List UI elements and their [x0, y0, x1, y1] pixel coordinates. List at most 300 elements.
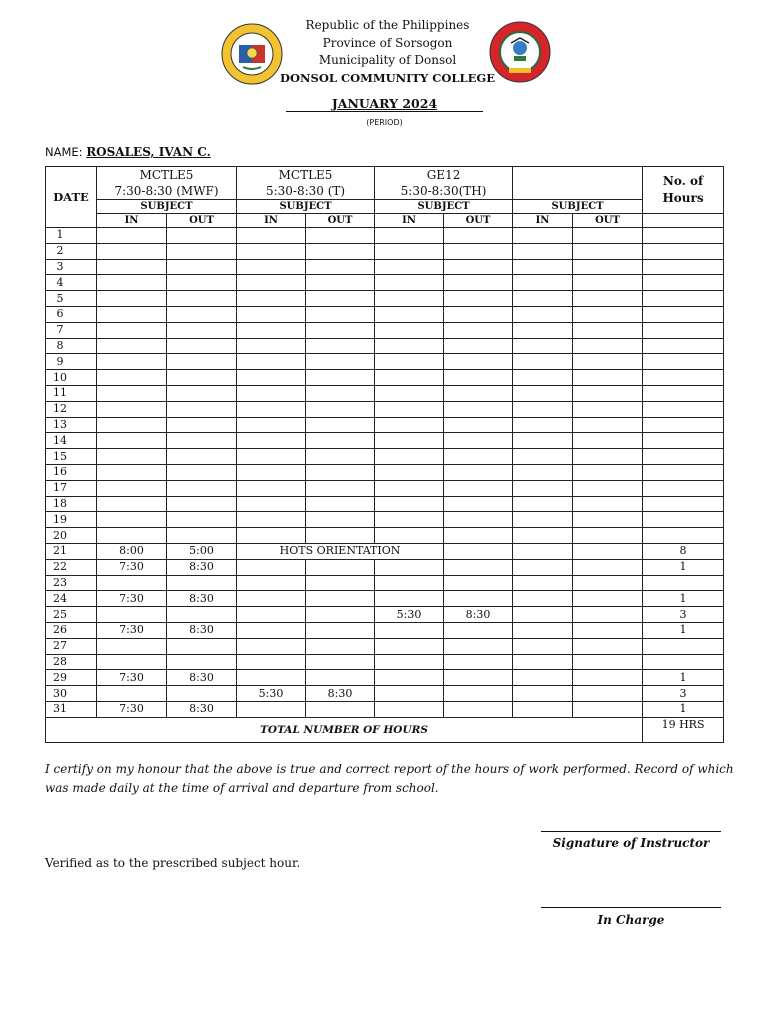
date-cell: 1 [46, 228, 97, 244]
subject-3-in-cell [375, 528, 444, 544]
subject-1-in-cell [97, 449, 167, 465]
subject-4-in-cell [513, 622, 573, 638]
subject-3-in-cell [375, 575, 444, 591]
subject-3-in-cell [375, 243, 444, 259]
hours-cell [643, 512, 724, 528]
table-row [46, 686, 724, 702]
subject-2-out-cell [306, 701, 375, 717]
subject-4-in-cell [513, 259, 573, 275]
subject-4-in-cell [513, 543, 573, 559]
subject-4-in-cell [513, 654, 573, 670]
table-row [46, 496, 724, 512]
total-value: 19 HRS [643, 717, 724, 742]
hours-cell: 1 [643, 559, 724, 575]
subject-3-out-cell [444, 701, 513, 717]
subject-3-in-cell [375, 306, 444, 322]
hours-cell [643, 370, 724, 386]
subject-4-in-cell [513, 291, 573, 307]
date-header: DATE [46, 167, 97, 228]
table-row [46, 670, 724, 686]
hours-cell [643, 354, 724, 370]
subject-4-out-cell [573, 291, 643, 307]
subject-4-out-cell [573, 354, 643, 370]
hours-cell [643, 306, 724, 322]
name-row [45, 145, 211, 159]
in-label: IN [513, 214, 573, 228]
subject-3-in-cell [375, 559, 444, 575]
table-row [46, 338, 724, 354]
subject-1-in-cell [97, 654, 167, 670]
subject-1-in-cell [97, 291, 167, 307]
subject-2-out-cell [306, 480, 375, 496]
date-cell: 23 [46, 575, 97, 591]
subject-1-out-cell [167, 417, 237, 433]
subject-2-code: MCTLE5 [278, 168, 333, 182]
subject-2-in-cell [237, 306, 306, 322]
subject-2-out-cell [306, 559, 375, 575]
hours-header-blank [643, 214, 724, 228]
date-cell: 18 [46, 496, 97, 512]
subject-3-out-cell [444, 385, 513, 401]
subject-2-out-cell [306, 496, 375, 512]
hours-cell [643, 480, 724, 496]
subject-4-in-cell [513, 417, 573, 433]
subject-4-out-cell [573, 275, 643, 291]
table-row [46, 417, 724, 433]
subject-4-out-cell [573, 543, 643, 559]
period-caption: (PERIOD) [366, 118, 403, 127]
subject-3-out-cell [444, 449, 513, 465]
subject-4-out-cell [573, 370, 643, 386]
subject-2-in-cell [237, 591, 306, 607]
subject-4-in-cell [513, 638, 573, 654]
subject-2-in-cell [237, 228, 306, 244]
subject-1-out-cell: 8:30 [167, 559, 237, 575]
subject-2-in-cell [237, 275, 306, 291]
subject-1-out-cell [167, 291, 237, 307]
subject-4-in-cell [513, 322, 573, 338]
subject-3-in-cell [375, 385, 444, 401]
subject-1-out-cell [167, 338, 237, 354]
subject-1-in-cell [97, 417, 167, 433]
subject-3-out-cell [444, 243, 513, 259]
subject-1-out-cell [167, 512, 237, 528]
hours-cell: 1 [643, 591, 724, 607]
subject-1-out-cell [167, 370, 237, 386]
subject-2-out-cell [306, 417, 375, 433]
date-cell: 29 [46, 670, 97, 686]
subject-1-out-cell [167, 528, 237, 544]
table-row [46, 243, 724, 259]
subject-1-in-cell [97, 638, 167, 654]
hours-cell: 1 [643, 670, 724, 686]
subject-4-in-cell [513, 591, 573, 607]
subject-4-out-cell [573, 464, 643, 480]
subject-3-in-cell [375, 259, 444, 275]
date-cell: 11 [46, 385, 97, 401]
subject-3-out-cell [444, 433, 513, 449]
subject-2-in-cell [237, 496, 306, 512]
subject-1-out-cell [167, 322, 237, 338]
date-cell: 12 [46, 401, 97, 417]
subject-3-time: 5:30-8:30(TH) [400, 184, 487, 198]
subject-3-in-cell [375, 401, 444, 417]
subject-2-in-cell [237, 243, 306, 259]
subject-4-in-cell [513, 228, 573, 244]
verified-statement: Verified as to the prescribed subject hour. [45, 856, 301, 870]
name-value: ROSALES, IVAN C. [86, 145, 211, 159]
hours-cell [643, 338, 724, 354]
in-label: IN [237, 214, 306, 228]
hours-cell [643, 575, 724, 591]
subject-4-in-cell [513, 480, 573, 496]
subject-2-out-cell [306, 433, 375, 449]
out-label: OUT [444, 214, 513, 228]
subject-1-out-cell [167, 354, 237, 370]
subject-1-code: MCTLE5 [139, 168, 194, 182]
subject-4-in-cell [513, 354, 573, 370]
subject-1-out-cell [167, 654, 237, 670]
subject-3-out-cell [444, 275, 513, 291]
subject-3-in-cell [375, 670, 444, 686]
subject-1-in-cell [97, 480, 167, 496]
subject-3-in-cell [375, 464, 444, 480]
subject-1-in-cell [97, 322, 167, 338]
hours-cell [643, 385, 724, 401]
table-row [46, 291, 724, 307]
table-row [46, 591, 724, 607]
day-rows [46, 228, 724, 718]
subject-1-out-cell [167, 401, 237, 417]
subject-4-in-cell [513, 433, 573, 449]
subject-4-in-cell [513, 496, 573, 512]
subject-3-out-cell [444, 543, 513, 559]
subject-3-out-cell [444, 528, 513, 544]
date-cell: 14 [46, 433, 97, 449]
subject-3-out-cell [444, 306, 513, 322]
subject-1-out-cell [167, 575, 237, 591]
date-cell: 8 [46, 338, 97, 354]
period-value: JANUARY 2024 [331, 96, 438, 111]
subject-4-out-cell [573, 401, 643, 417]
subject-2-in-cell [237, 670, 306, 686]
subject-label: SUBJECT [375, 200, 513, 214]
date-cell: 22 [46, 559, 97, 575]
subject-1-time: 7:30-8:30 (MWF) [114, 184, 219, 198]
table-row [46, 543, 724, 559]
hours-cell [643, 322, 724, 338]
subject-1-in-cell [97, 607, 167, 623]
subject-1-out-cell [167, 228, 237, 244]
table-row [46, 306, 724, 322]
table-row [46, 622, 724, 638]
date-cell: 15 [46, 449, 97, 465]
subject-3-out-cell [444, 338, 513, 354]
subject-1-out-cell [167, 385, 237, 401]
subject-4-in-cell [513, 559, 573, 575]
period-underline [286, 111, 483, 112]
date-cell: 17 [46, 480, 97, 496]
subject-4-in-cell [513, 401, 573, 417]
subject-4-out-cell [573, 449, 643, 465]
table-row [46, 512, 724, 528]
subject-1-in-cell [97, 243, 167, 259]
subject-3-in-cell [375, 433, 444, 449]
subject-4-in-cell [513, 512, 573, 528]
subject-2-in-cell [237, 512, 306, 528]
subject-3-in-cell [375, 291, 444, 307]
header-row-subject-label [46, 200, 724, 214]
table-row [46, 638, 724, 654]
subject-1-out-cell [167, 496, 237, 512]
subject-4-in-cell [513, 670, 573, 686]
subject-4-out-cell [573, 638, 643, 654]
subject-2-out-cell [306, 385, 375, 401]
subject-4-out-cell [573, 701, 643, 717]
in-charge-label: In Charge [597, 913, 665, 927]
subject-3-out-cell [444, 322, 513, 338]
in-charge-signature-line[interactable] [541, 907, 721, 908]
date-cell: 13 [46, 417, 97, 433]
subject-1-in-cell [97, 686, 167, 702]
subject-4-in-cell [513, 607, 573, 623]
subject-2-out-cell [306, 370, 375, 386]
hours-cell [643, 401, 724, 417]
subject-4-out-cell [573, 607, 643, 623]
subject-3-out-cell [444, 480, 513, 496]
subject-2-in-cell [237, 433, 306, 449]
subject-2-in-cell: 5:30 [237, 686, 306, 702]
subject-3-in-cell [375, 449, 444, 465]
subject-4-out-cell [573, 259, 643, 275]
hours-cell [643, 654, 724, 670]
subject-1-in-cell: 7:30 [97, 591, 167, 607]
subject-4-out-cell [573, 575, 643, 591]
instructor-signature-line[interactable] [541, 831, 721, 832]
date-cell: 30 [46, 686, 97, 702]
subject-1-out-cell [167, 259, 237, 275]
subject-2-in-cell [237, 654, 306, 670]
subject-3-in-cell [375, 228, 444, 244]
subject-1-in-cell: 7:30 [97, 559, 167, 575]
subject-3-out-cell [444, 559, 513, 575]
subject-2-in-cell [237, 528, 306, 544]
out-label: OUT [167, 214, 237, 228]
subject-2-out-cell [306, 512, 375, 528]
subject-4-out-cell [573, 591, 643, 607]
subject-4-out-cell [573, 417, 643, 433]
subject-2-in-cell [237, 559, 306, 575]
subject-4-out-cell [573, 433, 643, 449]
table-row [46, 228, 724, 244]
subject-1-out-cell [167, 243, 237, 259]
subject-1-header [97, 167, 237, 200]
subject-3-out-cell [444, 670, 513, 686]
header-college-name: DONSOL COMMUNITY COLLEGE [280, 71, 495, 85]
date-cell: 6 [46, 306, 97, 322]
subject-2-in-cell [237, 370, 306, 386]
subject-2-in-cell [237, 701, 306, 717]
subject-3-in-cell [375, 338, 444, 354]
subject-4-out-cell [573, 559, 643, 575]
table-row [46, 401, 724, 417]
hours-cell [643, 433, 724, 449]
subject-3-out-cell [444, 259, 513, 275]
header-province: Province of Sorsogon [322, 36, 453, 50]
table-row [46, 370, 724, 386]
subject-3-in-cell [375, 622, 444, 638]
subject-1-in-cell [97, 496, 167, 512]
subject-1-out-cell [167, 433, 237, 449]
subject-2-out-cell [306, 654, 375, 670]
subject-2-in-cell [237, 354, 306, 370]
subject-2-out-cell [306, 291, 375, 307]
subject-1-in-cell [97, 385, 167, 401]
date-cell: 3 [46, 259, 97, 275]
subject-3-in-cell [375, 686, 444, 702]
total-label: TOTAL NUMBER OF HOURS [46, 717, 643, 742]
subject-1-out-cell [167, 480, 237, 496]
subject-4-out-cell [573, 654, 643, 670]
date-cell: 25 [46, 607, 97, 623]
subject-2-header [237, 167, 375, 200]
row-note-cell: HOTS ORIENTATION [237, 543, 444, 559]
hours-header-line1: No. of [662, 174, 704, 188]
table-row [46, 259, 724, 275]
subject-2-in-cell [237, 259, 306, 275]
subject-label: SUBJECT [237, 200, 375, 214]
subject-1-in-cell [97, 275, 167, 291]
subject-1-out-cell: 8:30 [167, 701, 237, 717]
hours-cell [643, 528, 724, 544]
subject-3-out-cell [444, 512, 513, 528]
subject-4-in-cell [513, 385, 573, 401]
header-row-subjects [46, 167, 724, 200]
dtr-table [45, 166, 724, 743]
subject-3-in-cell [375, 591, 444, 607]
subject-2-out-cell [306, 622, 375, 638]
hours-cell [643, 417, 724, 433]
subject-3-out-cell [444, 496, 513, 512]
hours-cell [643, 275, 724, 291]
subject-4-out-cell [573, 480, 643, 496]
subject-4-in-cell [513, 449, 573, 465]
table-row [46, 701, 724, 717]
subject-1-in-cell [97, 512, 167, 528]
hours-header [643, 167, 724, 214]
subject-2-out-cell [306, 306, 375, 322]
header-republic: Republic of the Philippines [305, 18, 470, 32]
subject-3-header [375, 167, 513, 200]
subject-1-in-cell [97, 338, 167, 354]
hours-cell [643, 243, 724, 259]
date-cell: 20 [46, 528, 97, 544]
subject-label: SUBJECT [513, 200, 643, 214]
hours-cell [643, 259, 724, 275]
subject-4-out-cell [573, 686, 643, 702]
subject-2-in-cell [237, 417, 306, 433]
subject-3-in-cell [375, 417, 444, 433]
subject-1-out-cell [167, 638, 237, 654]
hours-cell [643, 291, 724, 307]
table-row [46, 480, 724, 496]
subject-4-out-cell [573, 496, 643, 512]
subject-4-out-cell [573, 622, 643, 638]
certification-statement: I certify on my honour that the above is true and correct report of the hours of work performed. Record of which was made daily at the time of arrival and departure from school. [45, 762, 734, 795]
subject-1-in-cell [97, 354, 167, 370]
table-row [46, 322, 724, 338]
subject-2-in-cell [237, 464, 306, 480]
header-row-in-out [46, 214, 724, 228]
subject-4-in-cell [513, 306, 573, 322]
subject-3-out-cell [444, 464, 513, 480]
subject-3-out-cell [444, 228, 513, 244]
date-cell: 4 [46, 275, 97, 291]
table-row [46, 559, 724, 575]
hours-header-line2: Hours [662, 191, 704, 205]
subject-3-out-cell [444, 654, 513, 670]
subject-4-in-cell [513, 686, 573, 702]
subject-2-out-cell [306, 259, 375, 275]
table-row [46, 275, 724, 291]
subject-3-in-cell [375, 275, 444, 291]
hours-cell: 3 [643, 686, 724, 702]
subject-2-time: 5:30-8:30 (T) [265, 184, 346, 198]
subject-1-in-cell [97, 433, 167, 449]
table-row [46, 464, 724, 480]
hours-cell: 1 [643, 622, 724, 638]
total-row [46, 717, 724, 742]
subject-2-out-cell [306, 354, 375, 370]
subject-3-in-cell [375, 512, 444, 528]
subject-1-in-cell: 7:30 [97, 701, 167, 717]
subject-2-in-cell [237, 449, 306, 465]
subject-4-in-cell [513, 575, 573, 591]
subject-1-in-cell: 7:30 [97, 622, 167, 638]
subject-2-out-cell [306, 607, 375, 623]
subject-2-in-cell [237, 338, 306, 354]
instructor-signature-label: Signature of Instructor [552, 836, 710, 850]
subject-1-in-cell [97, 528, 167, 544]
subject-4-out-cell [573, 338, 643, 354]
subject-1-out-cell [167, 449, 237, 465]
subject-1-out-cell: 8:30 [167, 622, 237, 638]
subject-4-out-cell [573, 512, 643, 528]
subject-2-in-cell [237, 385, 306, 401]
subject-2-out-cell [306, 228, 375, 244]
subject-4-out-cell [573, 243, 643, 259]
subject-4-in-cell [513, 275, 573, 291]
subject-2-in-cell [237, 607, 306, 623]
subject-2-out-cell [306, 243, 375, 259]
in-label: IN [375, 214, 444, 228]
subject-2-in-cell [237, 291, 306, 307]
name-label: NAME: [45, 145, 87, 159]
subject-1-in-cell: 8:00 [97, 543, 167, 559]
subject-4-in-cell [513, 701, 573, 717]
date-cell: 27 [46, 638, 97, 654]
subject-2-out-cell [306, 322, 375, 338]
subject-3-in-cell [375, 496, 444, 512]
subject-2-in-cell [237, 622, 306, 638]
subject-4-header [513, 167, 643, 200]
hours-cell: 8 [643, 543, 724, 559]
date-cell: 7 [46, 322, 97, 338]
subject-3-in-cell [375, 654, 444, 670]
subject-2-in-cell [237, 322, 306, 338]
hours-cell: 1 [643, 701, 724, 717]
subject-3-in-cell [375, 370, 444, 386]
